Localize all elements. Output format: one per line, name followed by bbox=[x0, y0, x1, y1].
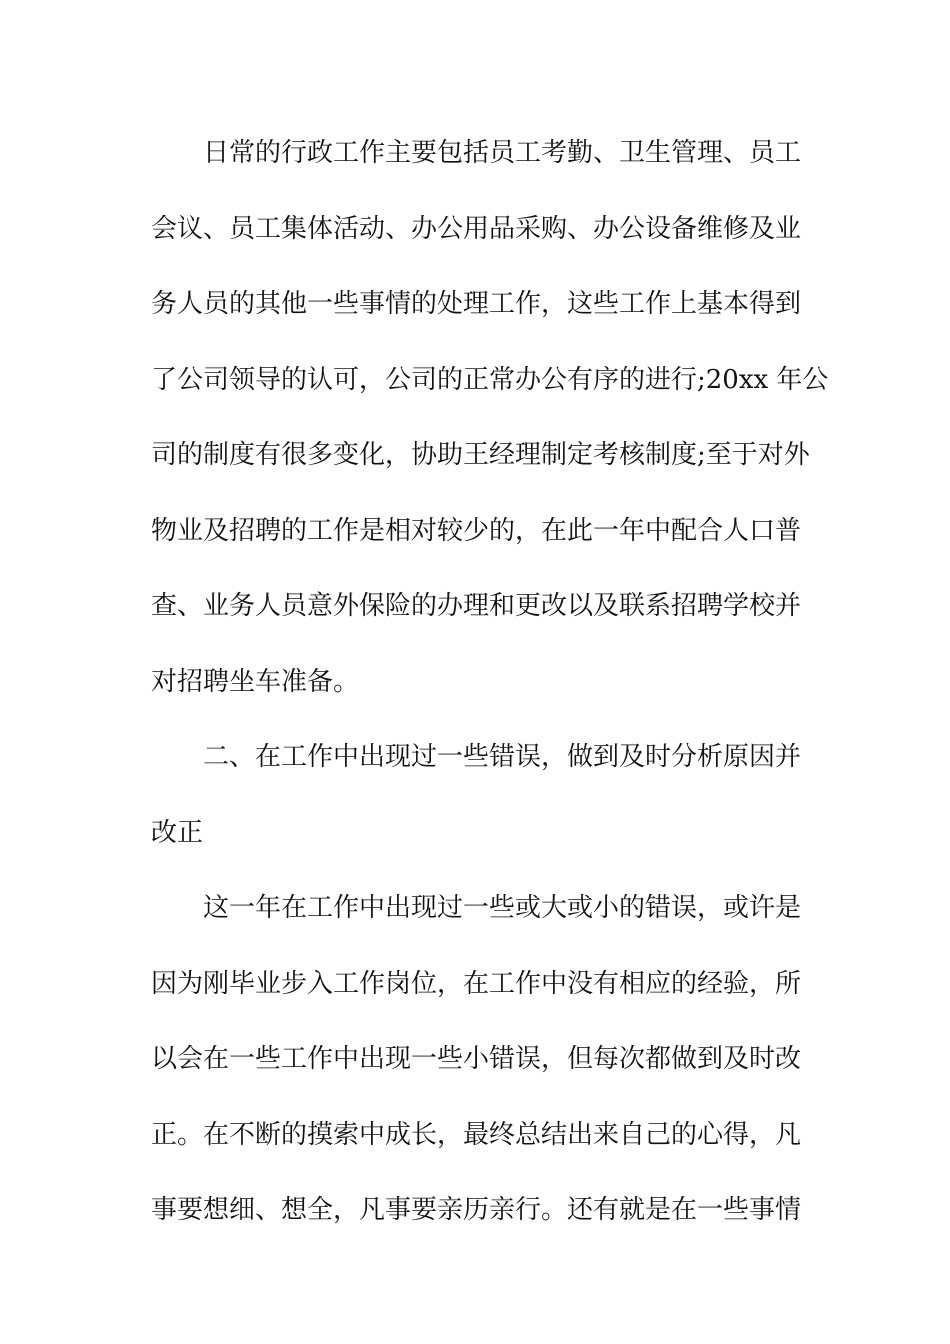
paragraph-line: 事要想细、想全，凡事要亲历亲行。还有就是在一些事情 bbox=[151, 1195, 802, 1225]
paragraph-line: 查、业务人员意外保险的办理和更改以及联系招聘学校并 bbox=[151, 591, 802, 621]
document-body bbox=[151, 127, 829, 1260]
paragraph-line: 因为刚毕业步入工作岗位，在工作中没有相应的经验，所 bbox=[151, 968, 802, 999]
section-heading-line: 改正 bbox=[151, 817, 204, 848]
paragraph-line: 以会在一些工作中出现一些小错误，但每次都做到及时改 bbox=[151, 1044, 802, 1074]
section-heading-line: 二、在工作中出现过一些错误，做到及时分析原因并 bbox=[203, 742, 802, 772]
paragraph-line: 对招聘坐车准备。 bbox=[151, 666, 360, 697]
paragraph-line: 正。在不断的摸索中成长，最终总结出来自己的心得，凡 bbox=[151, 1119, 802, 1150]
paragraph-line: 司的制度有很多变化，协助王经理制定考核制度;至于对外 bbox=[151, 440, 810, 470]
paragraph-line: 务人员的其他一些事情的处理工作，这些工作上基本得到 bbox=[151, 289, 802, 319]
paragraph-line: 这一年在工作中出现过一些或大或小的错误，或许是 bbox=[203, 893, 802, 923]
paragraph-line: 了公司领导的认可，公司的正常办公有序的进行;20xx 年公 bbox=[151, 364, 829, 395]
paragraph-line: 会议、员工集体活动、办公用品采购、办公设备维修及业 bbox=[151, 213, 802, 244]
paragraph-line: 日常的行政工作主要包括员工考勤、卫生管理、员工 bbox=[203, 138, 802, 168]
paragraph-line: 物业及招聘的工作是相对较少的，在此一年中配合人口普 bbox=[151, 515, 802, 546]
